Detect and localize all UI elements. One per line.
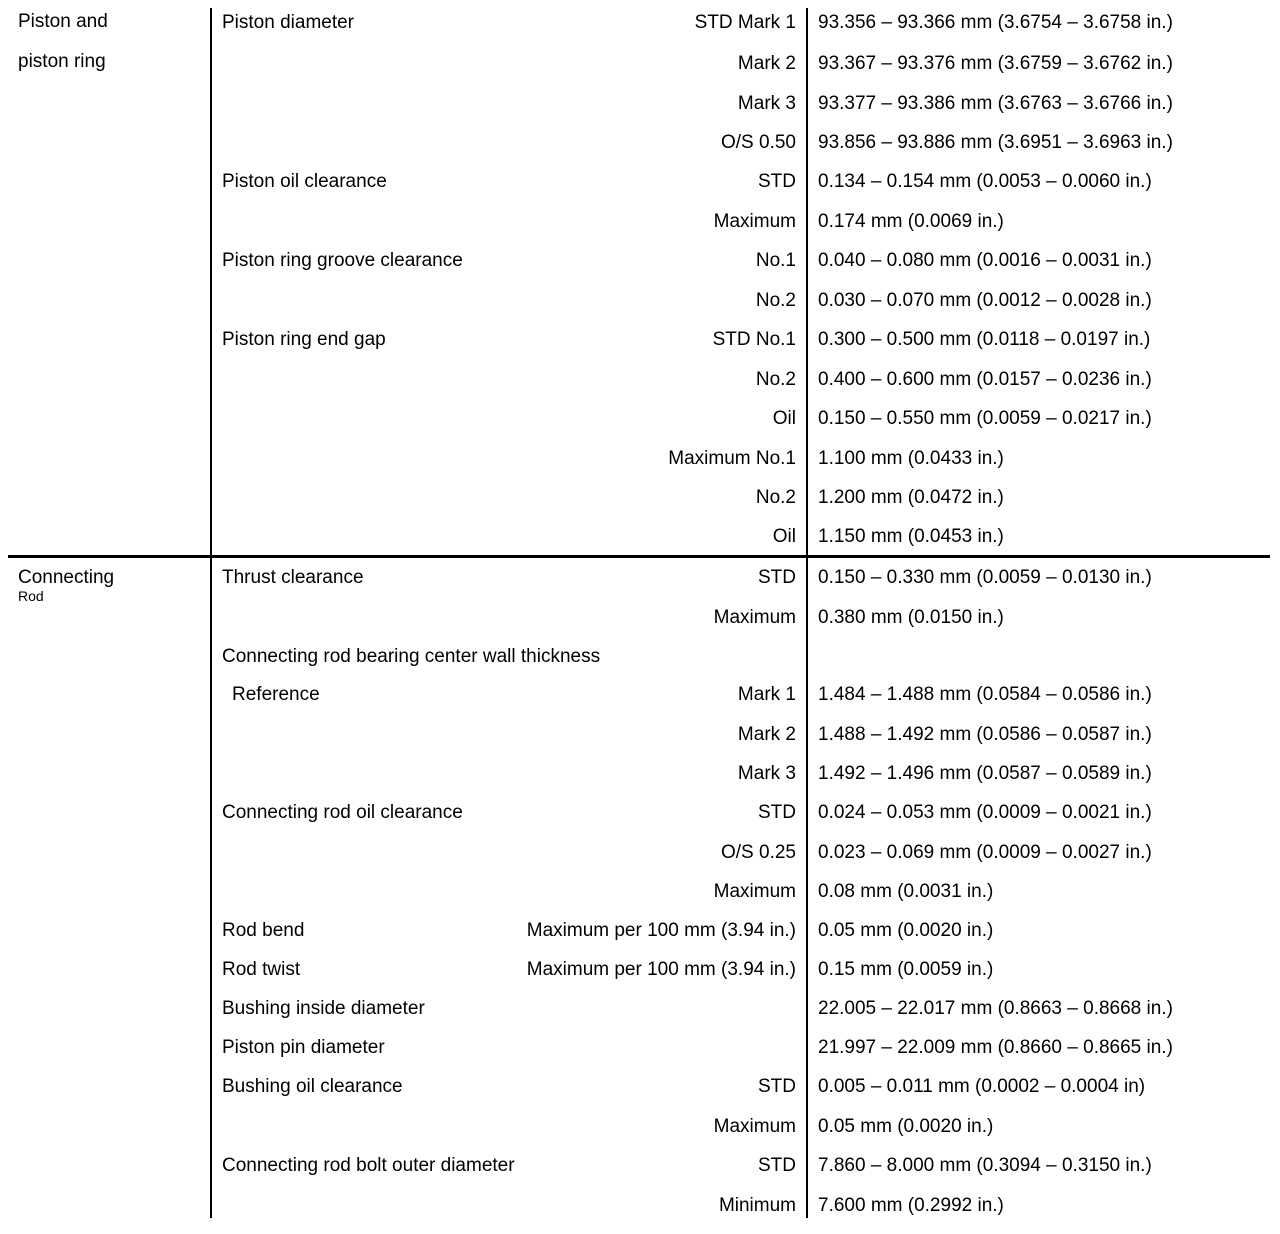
spec-row-ring-end-gap-max-oil — [0, 517, 1280, 556]
spec-condition: O/S 0.25 — [721, 842, 796, 863]
spec-value: 0.08 mm (0.0031 in.) — [818, 881, 994, 902]
spec-value: 93.377 – 93.386 mm (3.6763 – 3.6766 in.) — [818, 93, 1173, 114]
spec-value: 0.05 mm (0.0020 in.) — [818, 920, 994, 941]
spec-value: 0.174 mm (0.0069 in.) — [818, 211, 1004, 232]
spec-condition: Maximum — [713, 881, 796, 902]
spec-item: Thrust clearance — [222, 567, 364, 588]
spec-condition: Minimum — [718, 1195, 796, 1216]
spec-condition: Mark 2 — [737, 53, 796, 74]
spec-condition: Mark 3 — [737, 763, 796, 784]
spec-item: Reference — [232, 684, 320, 705]
spec-item: Bushing inside diameter — [222, 998, 425, 1019]
spec-condition: O/S 0.50 — [721, 132, 796, 153]
spec-value: 93.356 – 93.366 mm (3.6754 – 3.6758 in.) — [818, 12, 1173, 33]
spec-item: Piston oil clearance — [222, 171, 387, 192]
spec-row-bushing-inside-diameter — [0, 989, 1280, 1028]
spec-value: 7.860 – 8.000 mm (0.3094 – 0.3150 in.) — [818, 1155, 1152, 1176]
spec-condition: Maximum per 100 mm (3.94 in.) — [526, 959, 796, 980]
spec-condition: No.2 — [755, 290, 796, 311]
spec-condition: Maximum — [713, 211, 796, 232]
spec-row-ring-end-gap-std-oil — [0, 399, 1280, 438]
spec-value: 1.100 mm (0.0433 in.) — [818, 448, 1004, 469]
spec-item: Piston ring end gap — [222, 329, 386, 350]
spec-item: Connecting rod bearing center wall thickness — [222, 646, 601, 667]
spec-value: 0.023 – 0.069 mm (0.0009 – 0.0027 in.) — [818, 842, 1152, 863]
spec-condition: No.2 — [755, 369, 796, 390]
spec-value: 0.134 – 0.154 mm (0.0053 – 0.0060 in.) — [818, 171, 1152, 192]
spec-value: 1.200 mm (0.0472 in.) — [818, 487, 1004, 508]
spec-condition: Maximum — [713, 1116, 796, 1137]
spec-row-rod-oil-clearance-std — [0, 793, 1280, 832]
spec-value: 93.856 – 93.886 mm (3.6951 – 3.6963 in.) — [818, 132, 1173, 153]
spec-row-bearing-mark2 — [0, 715, 1280, 754]
spec-value: 0.005 – 0.011 mm (0.0002 – 0.0004 in) — [818, 1076, 1146, 1097]
spec-row-ring-groove-no2 — [0, 281, 1280, 320]
spec-row-piston-diameter-mark3 — [0, 84, 1280, 123]
spec-row-piston-oil-clearance-max — [0, 202, 1280, 241]
section-title-line1: Connecting — [18, 567, 115, 588]
spec-condition: Mark 2 — [737, 724, 796, 745]
spec-item: Connecting rod bolt outer diameter — [222, 1155, 515, 1176]
spec-value: 0.300 – 0.500 mm (0.0118 – 0.0197 in.) — [818, 329, 1151, 350]
spec-row-bushing-oil-clearance-max — [0, 1107, 1280, 1146]
spec-row-piston-diameter-os050 — [0, 123, 1280, 162]
spec-condition: STD — [758, 171, 796, 192]
spec-condition: STD — [758, 802, 796, 823]
spec-value: 0.030 – 0.070 mm (0.0012 – 0.0028 in.) — [818, 290, 1152, 311]
spec-condition: Oil — [772, 408, 796, 429]
spec-condition: No.1 — [755, 250, 796, 271]
spec-row-bearing-mark3 — [0, 754, 1280, 793]
spec-row-ring-end-gap-max-no2 — [0, 478, 1280, 517]
spec-value: 0.024 – 0.053 mm (0.0009 – 0.0021 in.) — [818, 802, 1152, 823]
spec-value: 22.005 – 22.017 mm (0.8663 – 0.8668 in.) — [818, 998, 1173, 1019]
spec-row-piston-oil-clearance-std — [0, 162, 1280, 201]
spec-item: Rod bend — [222, 920, 305, 941]
spec-row-rod-oil-clearance-os025 — [0, 833, 1280, 872]
spec-condition: STD — [758, 567, 796, 588]
spec-condition: STD — [758, 1076, 796, 1097]
spec-row-ring-end-gap-max-no1 — [0, 439, 1280, 478]
spec-row-ring-end-gap-std-no1 — [0, 320, 1280, 359]
spec-condition: Maximum — [713, 607, 796, 628]
spec-value: 7.600 mm (0.2992 in.) — [818, 1195, 1004, 1216]
spec-item: Rod twist — [222, 959, 301, 980]
spec-value: 1.484 – 1.488 mm (0.0584 – 0.0586 in.) — [818, 684, 1152, 705]
spec-row-ring-groove-no1 — [0, 241, 1280, 280]
spec-value: 93.367 – 93.376 mm (3.6759 – 3.6762 in.) — [818, 53, 1173, 74]
spec-condition: Oil — [772, 526, 796, 547]
spec-row-bolt-outer-diameter-std — [0, 1146, 1280, 1185]
spec-condition: No.2 — [755, 487, 796, 508]
spec-value: 0.150 – 0.550 mm (0.0059 – 0.0217 in.) — [818, 408, 1152, 429]
spec-value: 0.400 – 0.600 mm (0.0157 – 0.0236 in.) — [818, 369, 1152, 390]
spec-value: 1.488 – 1.492 mm (0.0586 – 0.0587 in.) — [818, 724, 1152, 745]
spec-row-rod-bend — [0, 911, 1280, 950]
spec-item: Piston pin diameter — [222, 1037, 385, 1058]
spec-item: Bushing oil clearance — [222, 1076, 403, 1097]
spec-value: 0.040 – 0.080 mm (0.0016 – 0.0031 in.) — [818, 250, 1152, 271]
spec-row-piston-pin-diameter — [0, 1028, 1280, 1067]
spec-value: 21.997 – 22.009 mm (0.8660 – 0.8665 in.) — [818, 1037, 1173, 1058]
spec-row-rod-oil-clearance-max — [0, 872, 1280, 911]
section-title-line2: piston ring — [18, 51, 106, 72]
section-title-line2: Rod — [18, 588, 44, 604]
spec-row-ring-end-gap-std-no2 — [0, 360, 1280, 399]
spec-value: 0.15 mm (0.0059 in.) — [818, 959, 994, 980]
spec-condition: STD — [758, 1155, 796, 1176]
spec-condition: Mark 1 — [737, 684, 796, 705]
spec-item: Piston diameter — [222, 12, 355, 33]
spec-value: 0.380 mm (0.0150 in.) — [818, 607, 1004, 628]
spec-condition: Maximum No.1 — [668, 448, 796, 469]
spec-item: Piston ring groove clearance — [222, 250, 463, 271]
spec-row-rod-twist — [0, 950, 1280, 989]
spec-row-bearing-reference-mark1 — [0, 675, 1280, 714]
spec-row-piston-diameter-mark1 — [0, 3, 1280, 42]
spec-item: Connecting rod oil clearance — [222, 802, 463, 823]
spec-condition: Mark 3 — [737, 93, 796, 114]
spec-condition: STD Mark 1 — [694, 12, 796, 33]
spec-row-bearing-wall-thickness — [0, 637, 1280, 676]
spec-value: 0.150 – 0.330 mm (0.0059 – 0.0130 in.) — [818, 567, 1152, 588]
section-title-line1: Piston and — [18, 11, 108, 32]
spec-row-bolt-outer-diameter-min — [0, 1186, 1280, 1225]
spec-value: 0.05 mm (0.0020 in.) — [818, 1116, 994, 1137]
spec-row-piston-diameter-mark2 — [0, 44, 1280, 83]
spec-condition: Maximum per 100 mm (3.94 in.) — [526, 920, 796, 941]
spec-condition: STD No.1 — [712, 329, 796, 350]
spec-row-thrust-clearance-std — [0, 558, 1280, 597]
spec-value: 1.492 – 1.496 mm (0.0587 – 0.0589 in.) — [818, 763, 1152, 784]
spec-row-bushing-oil-clearance-std — [0, 1067, 1280, 1106]
spec-value: 1.150 mm (0.0453 in.) — [818, 526, 1004, 547]
spec-row-thrust-clearance-max — [0, 598, 1280, 637]
